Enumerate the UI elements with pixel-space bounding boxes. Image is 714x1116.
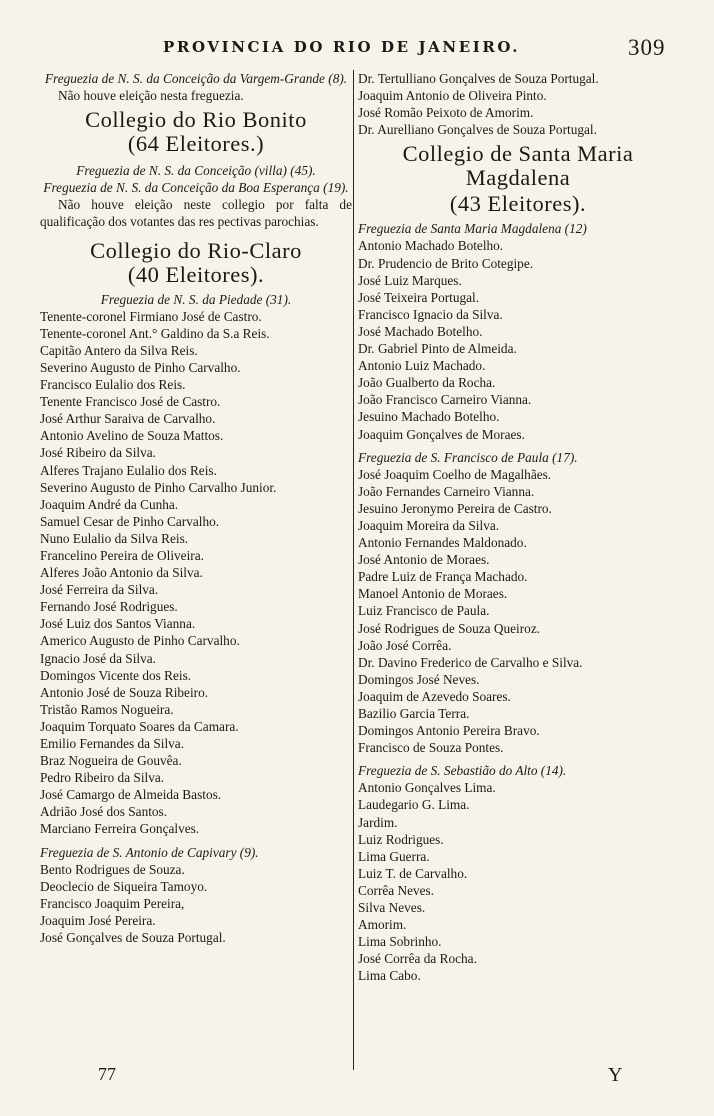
elector-name: José Luiz dos Santos Vianna.: [40, 616, 196, 632]
elector-name: Joaquim Torquato Soares da Camara.: [40, 718, 239, 734]
elector-name: Joaquim Gonçalves de Moraes.: [358, 426, 525, 442]
page-header: [0, 35, 714, 64]
elector-name: Joaquim Antonio de Oliveira Pinto.: [358, 88, 547, 104]
elector-name: Pedro Ribeiro da Silva.: [40, 770, 165, 786]
elector-name: Severino Augusto de Pinho Carvalho Junior.: [40, 479, 277, 495]
elector-name: Alferes João Antonio da Silva.: [40, 565, 203, 581]
elector-name: Joaquim José Pereira.: [40, 912, 156, 928]
elector-name: Emilio Fernandes da Silva.: [40, 736, 185, 751]
left-column: [40, 70, 352, 946]
parish-heading: Freguezia de N. S. da Piedade (31).: [100, 291, 292, 307]
elector-name: Deoclecio de Siqueira Tamoyo.: [40, 878, 208, 894]
elector-name: José Machado Botelho.: [358, 323, 483, 339]
column-divider: [353, 70, 354, 1070]
signature-mark: Y: [608, 1064, 623, 1086]
elector-name: Amorim.: [358, 917, 407, 933]
elector-name: Tenente-coronel Ant.° Galdino da S.a Reis.: [40, 325, 270, 341]
elector-name: Adrião José dos Santos.: [40, 804, 168, 820]
elector-name: Francisco Eulalio dos Reis.: [40, 377, 186, 393]
note-text: Não houve eleição nesta freguezia.: [58, 88, 244, 104]
elector-name: Antonio José de Souza Ribeiro.: [40, 684, 209, 700]
elector-name: Braz Nogueira de Gouvêa.: [40, 753, 182, 769]
elector-name: Dr. Tertulliano Gonçalves de Souza Portugal.: [358, 71, 599, 86]
elector-name: Luiz T. de Carvalho.: [358, 865, 468, 881]
elector-name: Manoel Antonio de Moraes.: [358, 586, 508, 602]
parish-heading: Freguezia de S. Sebastião do Alto (14).: [358, 763, 567, 779]
college-heading: Collegio do Rio-Claro: [90, 237, 302, 263]
elector-name: José Romão Peixoto de Amorim.: [358, 105, 534, 121]
right-column: [358, 70, 678, 985]
running-title: PROVINCIA DO RIO DE JANEIRO.: [163, 38, 521, 56]
elector-name: Antonio Gonçalves Lima.: [358, 780, 496, 796]
elector-name: Marciano Ferreira Gonçalves.: [40, 821, 200, 837]
elector-name: José Joaquim Coelho de Magalhães.: [358, 466, 552, 482]
elector-name: José Ferreira da Silva.: [40, 582, 159, 598]
elector-name: João José Corrêa.: [358, 637, 452, 653]
elector-name: Bento Rodrigues de Souza.: [40, 861, 185, 877]
elector-name: José Gonçalves de Souza Portugal.: [40, 930, 226, 946]
elector-name: Americo Augusto de Pinho Carvalho.: [40, 633, 240, 649]
elector-name: Capitão Antero da Silva Reis.: [40, 342, 198, 358]
page-number: 309: [628, 35, 666, 60]
elector-name: Joaquim Moreira da Silva.: [358, 517, 500, 533]
elector-name: Antonio Luiz Machado.: [358, 358, 486, 374]
elector-name: José Camargo de Almeida Bastos.: [40, 787, 222, 803]
elector-name: Jardim.: [358, 814, 398, 830]
college-electors: (43 Eleitores).: [449, 191, 587, 217]
signature-mark: 77: [98, 1064, 116, 1084]
elector-name: José Ribeiro da Silva.: [40, 445, 156, 461]
elector-name: José Teixeira Portugal.: [358, 289, 480, 305]
elector-name: Lima Sobrinho.: [358, 934, 442, 950]
elector-name: Francelino Pereira de Oliveira.: [40, 547, 204, 563]
elector-name: Bazilio Garcia Terra.: [358, 706, 470, 721]
elector-name: José Luiz Marques.: [358, 272, 462, 288]
elector-name: Francisco Ignacio da Silva.: [358, 306, 503, 322]
college-electors: (40 Eleitores).: [127, 261, 265, 287]
elector-name: José Arthur Saraiva de Carvalho.: [40, 411, 216, 427]
college-heading: Collegio de Santa Maria: [402, 141, 634, 167]
elector-name: Domingos Vicente dos Reis.: [40, 667, 192, 683]
note-text: Não houve eleição neste collegio por falta de qualificação dos votantes das res pectivas parochias.: [40, 197, 352, 230]
parish-heading: Freguezia de N. S. da Conceição (villa) (45).: [76, 163, 316, 179]
page-footer: [0, 1064, 714, 1088]
elector-name: João Gualberto da Rocha.: [358, 375, 496, 391]
elector-name: Tenente-coronel Firmiano José de Castro.: [40, 308, 262, 324]
elector-name: Dr. Prudencio de Brito Cotegipe.: [358, 255, 534, 271]
elector-name: João Francisco Carneiro Vianna.: [358, 392, 532, 408]
parish-heading: Freguezia de N. S. da Conceição da Vargem-Grande (8).: [44, 71, 348, 86]
elector-name: Dr. Aurelliano Gonçalves de Souza Portugal.: [358, 122, 597, 138]
college-electors: (64 Eleitores.): [127, 131, 265, 157]
elector-name: Alferes Trajano Eulalio dos Reis.: [40, 462, 217, 478]
elector-name: Joaquim André da Cunha.: [40, 496, 179, 512]
elector-name: Domingos José Neves.: [358, 671, 480, 687]
elector-name: Padre Luiz de França Machado.: [358, 569, 528, 585]
elector-name: Corrêa Neves.: [358, 882, 435, 898]
elector-name: José Corrêa da Rocha.: [358, 951, 477, 967]
elector-name: Antonio Fernandes Maldonado.: [358, 535, 527, 551]
elector-name: João Fernandes Carneiro Vianna.: [358, 483, 535, 499]
elector-name: Samuel Cesar de Pinho Carvalho.: [40, 513, 220, 529]
parish-heading: Freguezia de N. S. da Conceição da Boa Esperança (19).: [43, 180, 349, 196]
elector-name: Tristão Ramos Nogueira.: [40, 701, 174, 717]
elector-name: Dr. Gabriel Pinto de Almeida.: [358, 341, 517, 357]
elector-name: Ignacio José da Silva.: [40, 650, 156, 666]
elector-name: Antonio Avelino de Souza Mattos.: [40, 428, 224, 444]
elector-name: José Antonio de Moraes.: [358, 552, 490, 568]
college-heading: Magdalena: [465, 165, 571, 191]
elector-name: Domingos Antonio Pereira Bravo.: [358, 723, 540, 739]
elector-name: Francisco de Souza Pontes.: [358, 740, 504, 756]
elector-name: José Rodrigues de Souza Queiroz.: [358, 620, 541, 636]
parish-heading: Freguezia de S. Francisco de Paula (17).: [358, 449, 578, 465]
elector-name: Luiz Rodrigues.: [358, 831, 444, 847]
elector-name: Severino Augusto de Pinho Carvalho.: [40, 359, 241, 375]
elector-name: Jesuino Machado Botelho.: [358, 409, 500, 425]
elector-name: Antonio Machado Botelho.: [358, 238, 504, 254]
elector-name: Joaquim de Azevedo Soares.: [358, 688, 511, 704]
elector-name: Tenente Francisco José de Castro.: [40, 394, 221, 410]
parish-heading: Freguezia de Santa Maria Magdalena (12): [358, 221, 587, 237]
college-heading: Collegio do Rio Bonito: [85, 107, 307, 133]
elector-name: Dr. Davino Frederico de Carvalho e Silva.: [358, 654, 583, 670]
elector-name: Silva Neves.: [358, 900, 426, 916]
elector-name: Francisco Joaquim Pereira,: [40, 895, 185, 911]
elector-name: Laudegario G. Lima.: [358, 797, 470, 813]
elector-name: Jesuino Jeronymo Pereira de Castro.: [358, 500, 552, 516]
elector-name: Luiz Francisco de Paula.: [358, 603, 490, 619]
elector-name: Lima Cabo.: [358, 968, 421, 984]
elector-name: Nuno Eulalio da Silva Reis.: [40, 530, 189, 546]
elector-name: Lima Guerra.: [358, 848, 430, 864]
parish-heading: Freguezia de S. Antonio de Capivary (9).: [40, 844, 259, 860]
elector-name: Fernando José Rodrigues.: [40, 599, 178, 615]
